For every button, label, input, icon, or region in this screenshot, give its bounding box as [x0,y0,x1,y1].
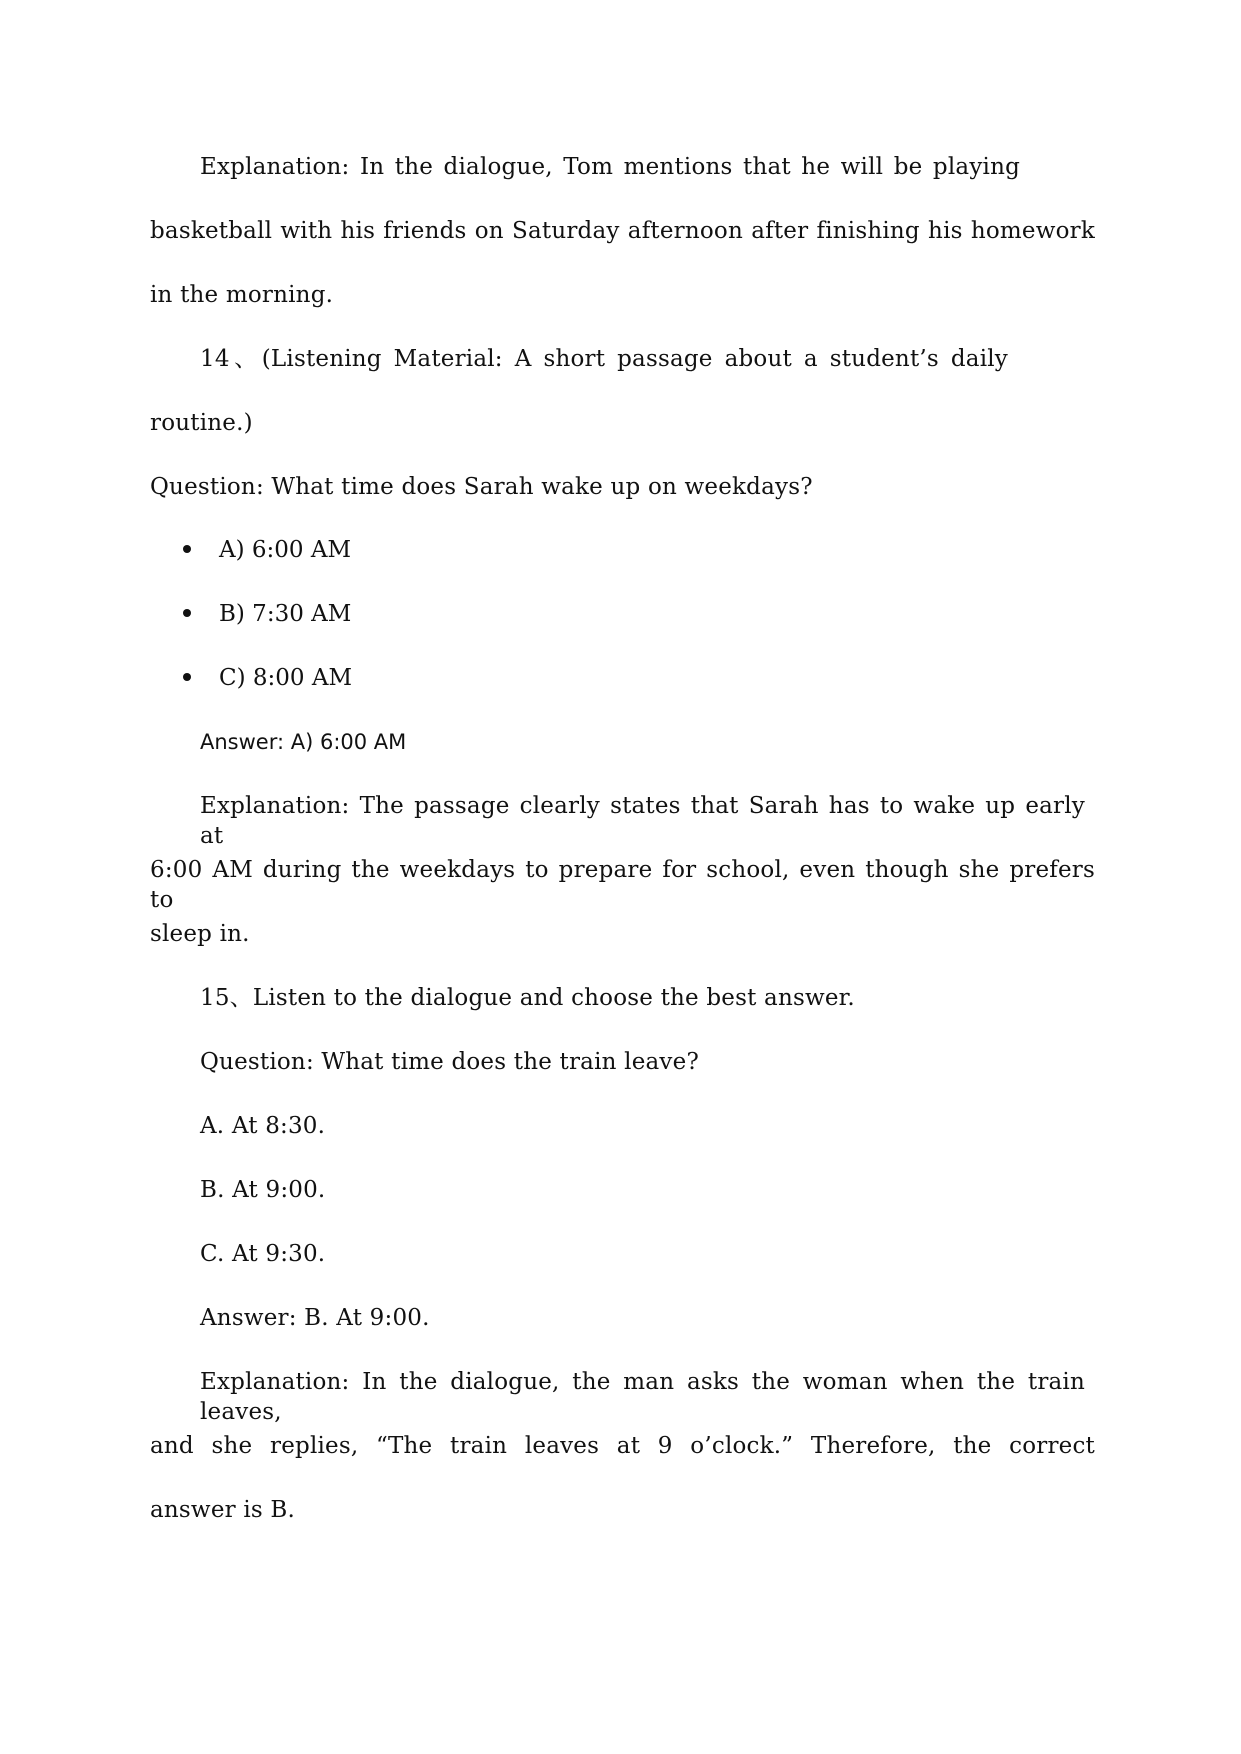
q13-explanation-line-1: Explanation: In the dialogue, Tom mentions that he will be playing [200,154,1020,180]
q14-option-c-text: C) 8:00 AM [219,665,353,691]
q14-explanation-line-3: sleep in. [150,921,250,947]
q13-explanation-line-2: basketball with his friends on Saturday afternoon after finishing his homework [150,218,1095,244]
q15-explanation-line-3: answer is B. [150,1497,296,1523]
q14-explanation-line-1: Explanation: The passage clearly states that Sarah has to wake up early at [200,793,1085,849]
q14-option-b-text: B) 7:30 AM [219,601,352,627]
q15-explanation-line-1: Explanation: In the dialogue, the man asks the woman when the train leaves, [200,1369,1085,1425]
q14-option-b [183,599,351,629]
q13-explanation-line-3: in the morning. [150,282,334,308]
q14-option-a-text: A) 6:00 AM [219,537,352,563]
q15-question: Question: What time does the train leave? [200,1049,699,1075]
bullet-icon [183,673,191,681]
q15-answer: Answer: B. At 9:00. [200,1305,430,1331]
q14-answer: Answer: A) 6:00 AM [200,730,407,754]
q15-explanation-line-2: and she replies, “The train leaves at 9 o’clock.” Therefore, the correct [150,1433,1095,1459]
q14-material-line-2: routine.) [150,410,253,436]
q14-material-line-1: 14、(Listening Material: A short passage about a student’s daily [200,346,1008,372]
bullet-icon [183,609,191,617]
q15-option-a: A. At 8:30. [200,1113,326,1139]
q15-option-b: B. At 9:00. [200,1177,326,1203]
q14-option-c [183,663,352,693]
q14-option-a [183,535,351,565]
q14-question: Question: What time does Sarah wake up on weekdays? [150,474,813,500]
q15-option-c: C. At 9:30. [200,1241,326,1267]
q14-explanation-line-2: 6:00 AM during the weekdays to prepare for school, even though she prefers to [150,857,1095,913]
bullet-icon [183,545,191,553]
q15-instruction: 15、Listen to the dialogue and choose the best answer. [200,985,855,1011]
